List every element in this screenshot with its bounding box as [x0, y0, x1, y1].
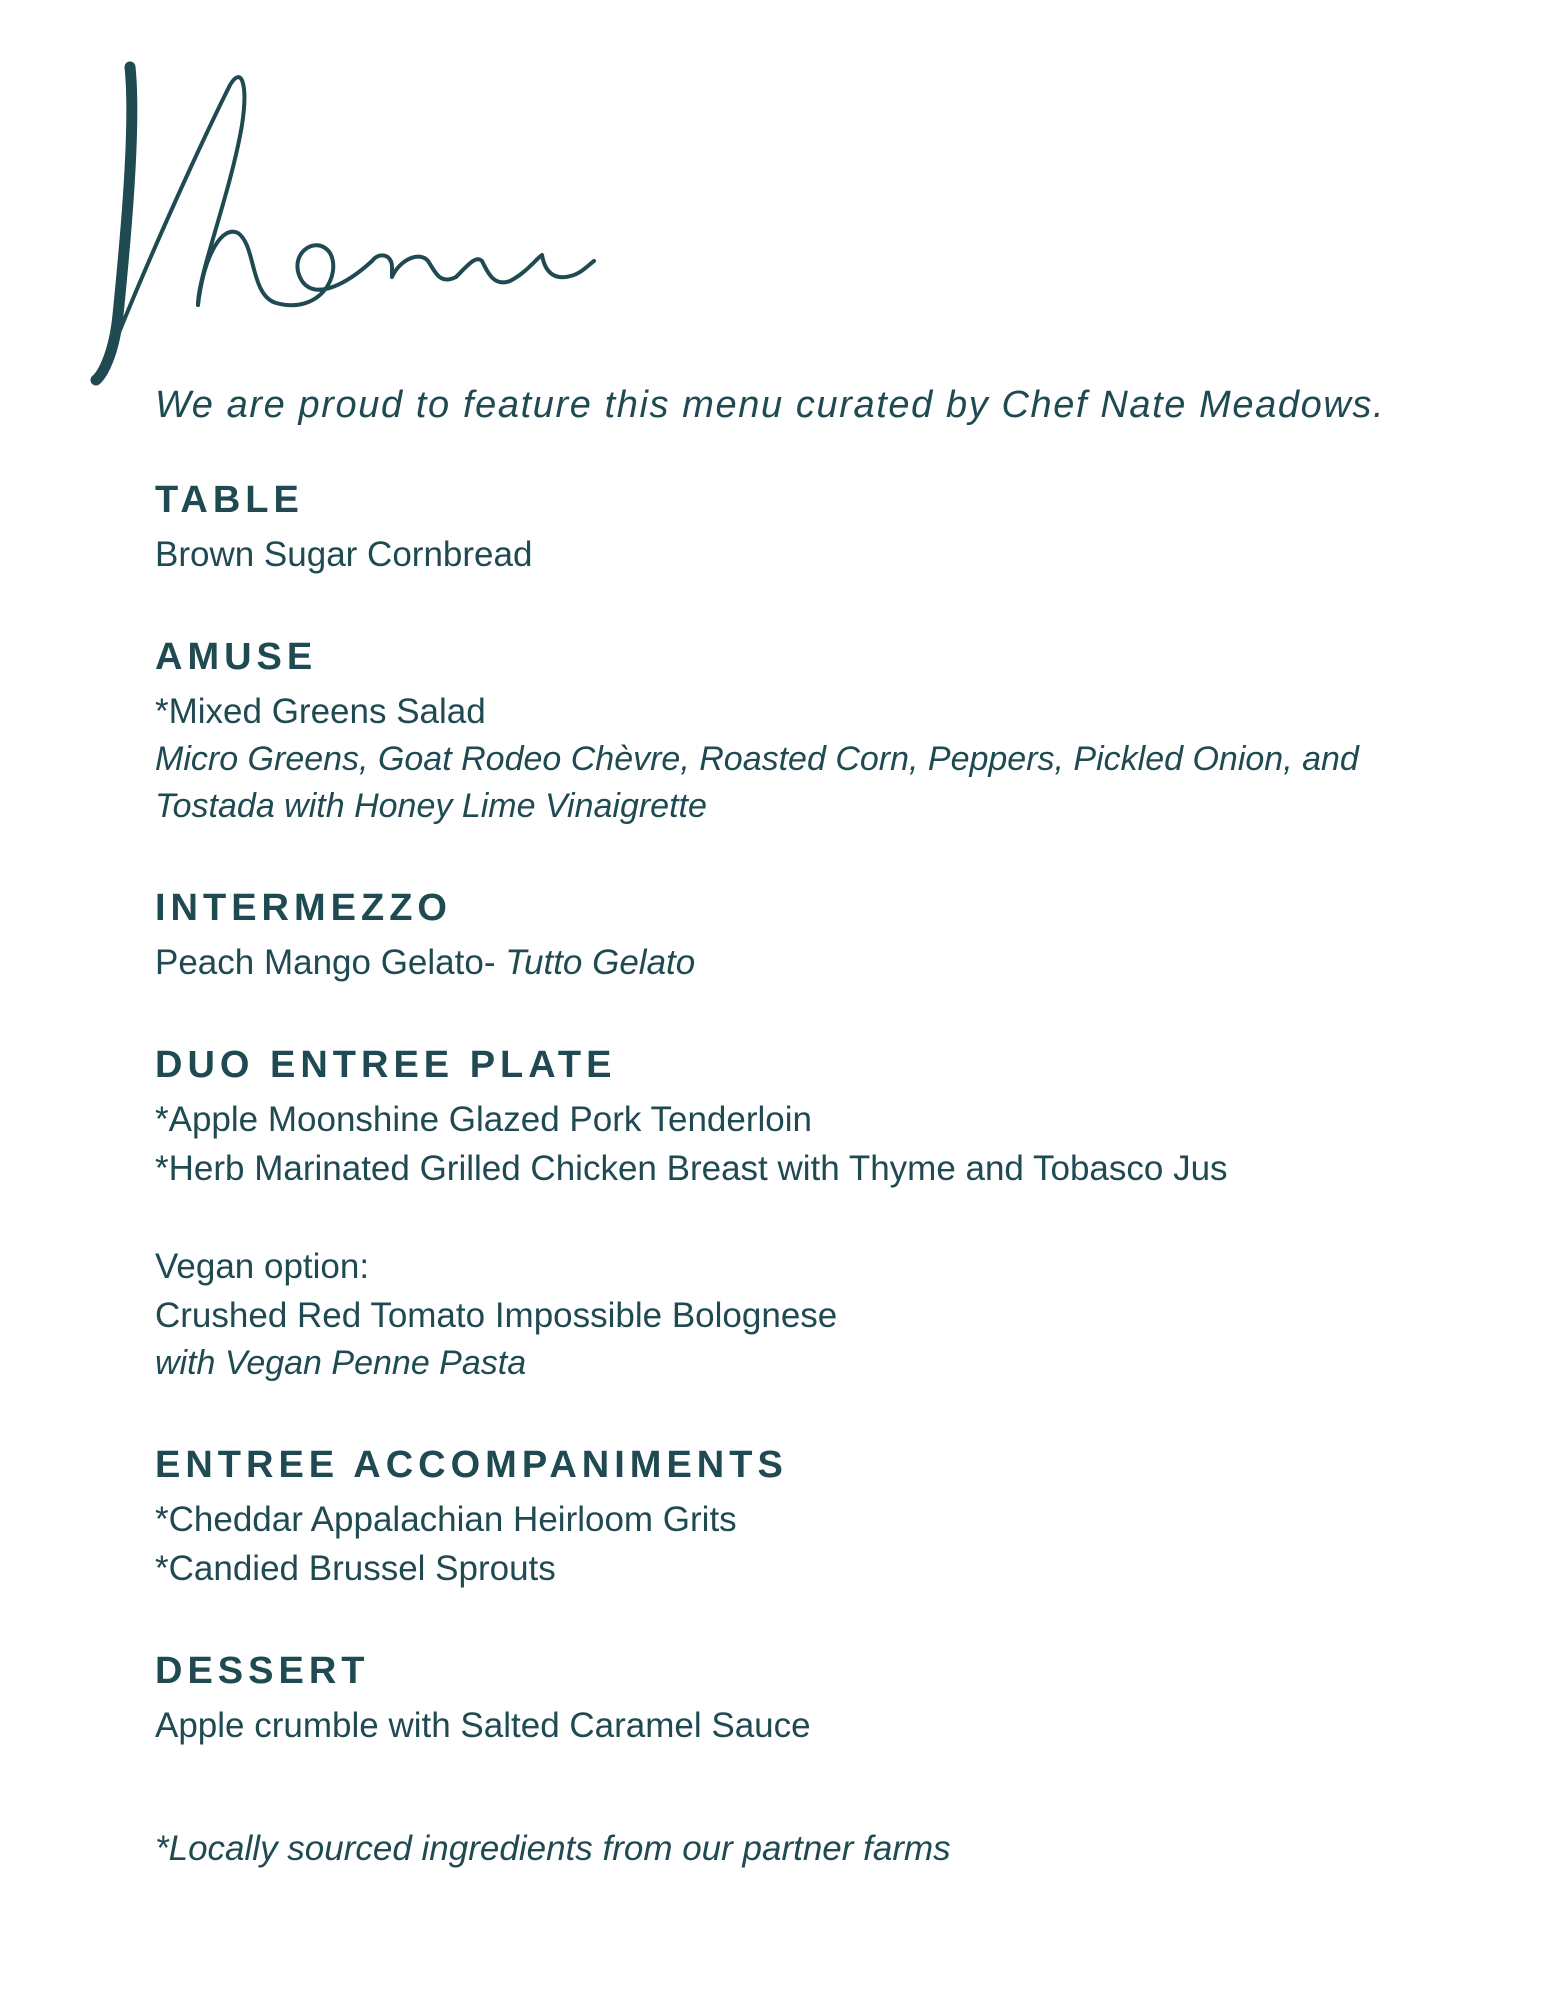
menu-item — [155, 938, 1455, 987]
menu-intro: We are proud to feature this menu curated by Chef Nate Meadows. — [155, 384, 1386, 426]
section-heading: INTERMEZZO — [155, 887, 452, 929]
menu-item-description: Tostada with Honey Lime Vinaigrette — [155, 787, 707, 825]
section-amuse — [155, 631, 1455, 830]
section-heading: AMUSE — [155, 636, 318, 678]
vegan-option-detail: with Vegan Penne Pasta — [155, 1344, 527, 1382]
menu-script-logo — [80, 55, 640, 405]
section-entree-accompaniments — [155, 1439, 1455, 1593]
section-duo-entree-plate — [155, 1039, 1455, 1387]
section-intermezzo — [155, 882, 1455, 987]
section-table — [155, 474, 1455, 579]
menu-item-vendor: Tutto Gelato — [505, 943, 696, 982]
section-heading: ENTREE ACCOMPANIMENTS — [155, 1444, 788, 1486]
spacer — [155, 1193, 1455, 1242]
section-dessert — [155, 1645, 1455, 1750]
menu-item: *Cheddar Appalachian Heirloom Grits — [155, 1500, 737, 1539]
menu-item: Apple crumble with Salted Caramel Sauce — [155, 1706, 811, 1745]
menu-script-title — [80, 55, 640, 405]
menu-item: Brown Sugar Cornbread — [155, 535, 533, 574]
menu-footnote: *Locally sourced ingredients from our partner farms — [155, 1829, 951, 1868]
section-heading: DUO ENTREE PLATE — [155, 1044, 617, 1086]
section-heading: DESSERT — [155, 1650, 370, 1692]
section-heading: TABLE — [155, 479, 304, 521]
vegan-option-item: Crushed Red Tomato Impossible Bolognese — [155, 1296, 838, 1335]
menu-item-description: Micro Greens, Goat Rodeo Chèvre, Roasted Corn, Peppers, Pickled Onion, and — [155, 740, 1359, 778]
menu-item-name: Peach Mango Gelato- — [155, 943, 506, 982]
menu-item: *Candied Brussel Sprouts — [155, 1549, 556, 1588]
menu-item: *Apple Moonshine Glazed Pork Tenderloin — [155, 1100, 812, 1139]
vegan-option-label: Vegan option: — [155, 1247, 370, 1286]
menu-item: *Herb Marinated Grilled Chicken Breast with Thyme and Tobasco Jus — [155, 1149, 1228, 1188]
menu-item: *Mixed Greens Salad — [155, 692, 486, 731]
menu-content — [155, 380, 1455, 1802]
